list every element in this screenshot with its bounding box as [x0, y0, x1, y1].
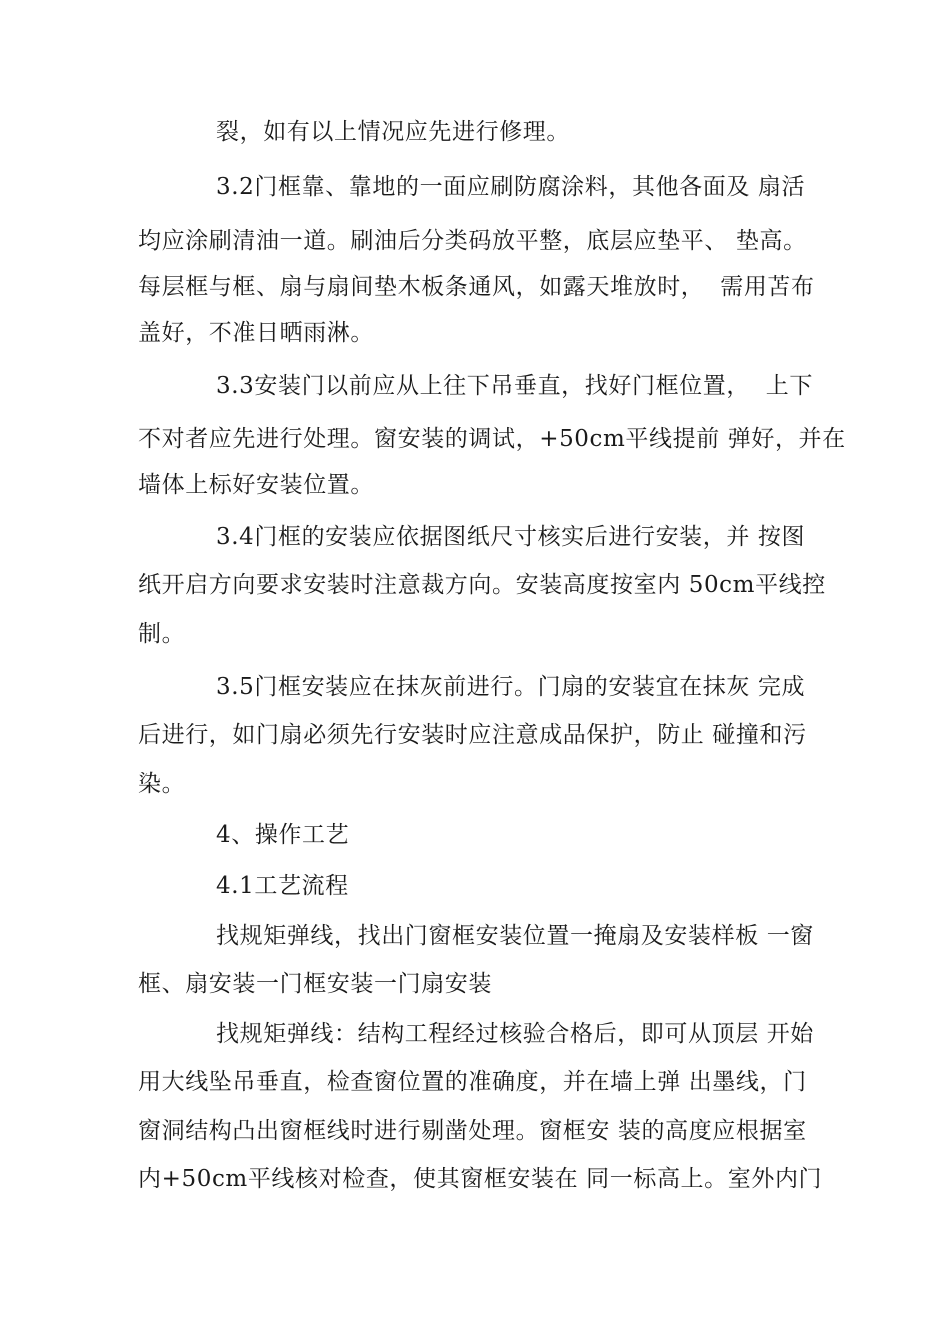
- paragraph-line: 裂，如有以上情况应先进行修理。: [216, 119, 570, 145]
- paragraph-line: 后进行，如门扇必须先行安装时应注意成品保护，防止 碰撞和污: [138, 722, 807, 748]
- paragraph-line: 3.3安装门以前应从上往下吊垂直，找好门框位置， 上下: [216, 373, 813, 399]
- paragraph-line: 不对者应先进行处理。窗安装的调试，+50cm平线提前 弹好，并在: [138, 426, 846, 452]
- paragraph-line: 3.2门框靠、靠地的一面应刷防腐涂料，其他各面及 扇活: [216, 174, 806, 200]
- paragraph-line: 盖好，不准日晒雨淋。: [138, 320, 374, 346]
- paragraph-line: 纸开启方向要求安装时注意裁方向。安装高度按室内 50cm平线控: [138, 572, 826, 598]
- paragraph-line: 窗洞结构凸出窗框线时进行剔凿处理。窗框安 装的高度应根据室: [138, 1118, 807, 1144]
- paragraph-line: 制。: [138, 621, 186, 647]
- paragraph-line: 3.5门框安装应在抹灰前进行。门扇的安装宜在抹灰 完成: [216, 674, 806, 700]
- paragraph-line: 框、扇安装一门框安装一门扇安装: [138, 971, 492, 997]
- paragraph-line: 均应涂刷清油一道。刷油后分类码放平整，底层应垫平、 垫高。: [138, 228, 807, 254]
- paragraph-line: 3.4门框的安装应依据图纸尺寸核实后进行安装，并 按图: [216, 524, 806, 550]
- paragraph-line: 内+50cm平线核对检查，使其窗框安装在 同一标高上。室外内门: [138, 1166, 823, 1192]
- paragraph-line: 找规矩弹线：结构工程经过核验合格后，即可从顶层 开始: [216, 1021, 814, 1047]
- section-heading: 4、操作工艺: [216, 822, 350, 848]
- paragraph-line: 每层框与框、扇与扇间垫木板条通风，如露天堆放时， 需用苫布: [138, 274, 815, 300]
- subsection-heading: 4.1工艺流程: [216, 873, 349, 899]
- paragraph-line: 用大线坠吊垂直，检查窗位置的准确度，并在墙上弹 出墨线，门: [138, 1069, 807, 1095]
- paragraph-line: 找规矩弹线，找出门窗框安装位置一掩扇及安装样板 一窗: [216, 923, 814, 949]
- paragraph-line: 染。: [138, 771, 186, 797]
- paragraph-line: 墙体上标好安装位置。: [138, 472, 374, 498]
